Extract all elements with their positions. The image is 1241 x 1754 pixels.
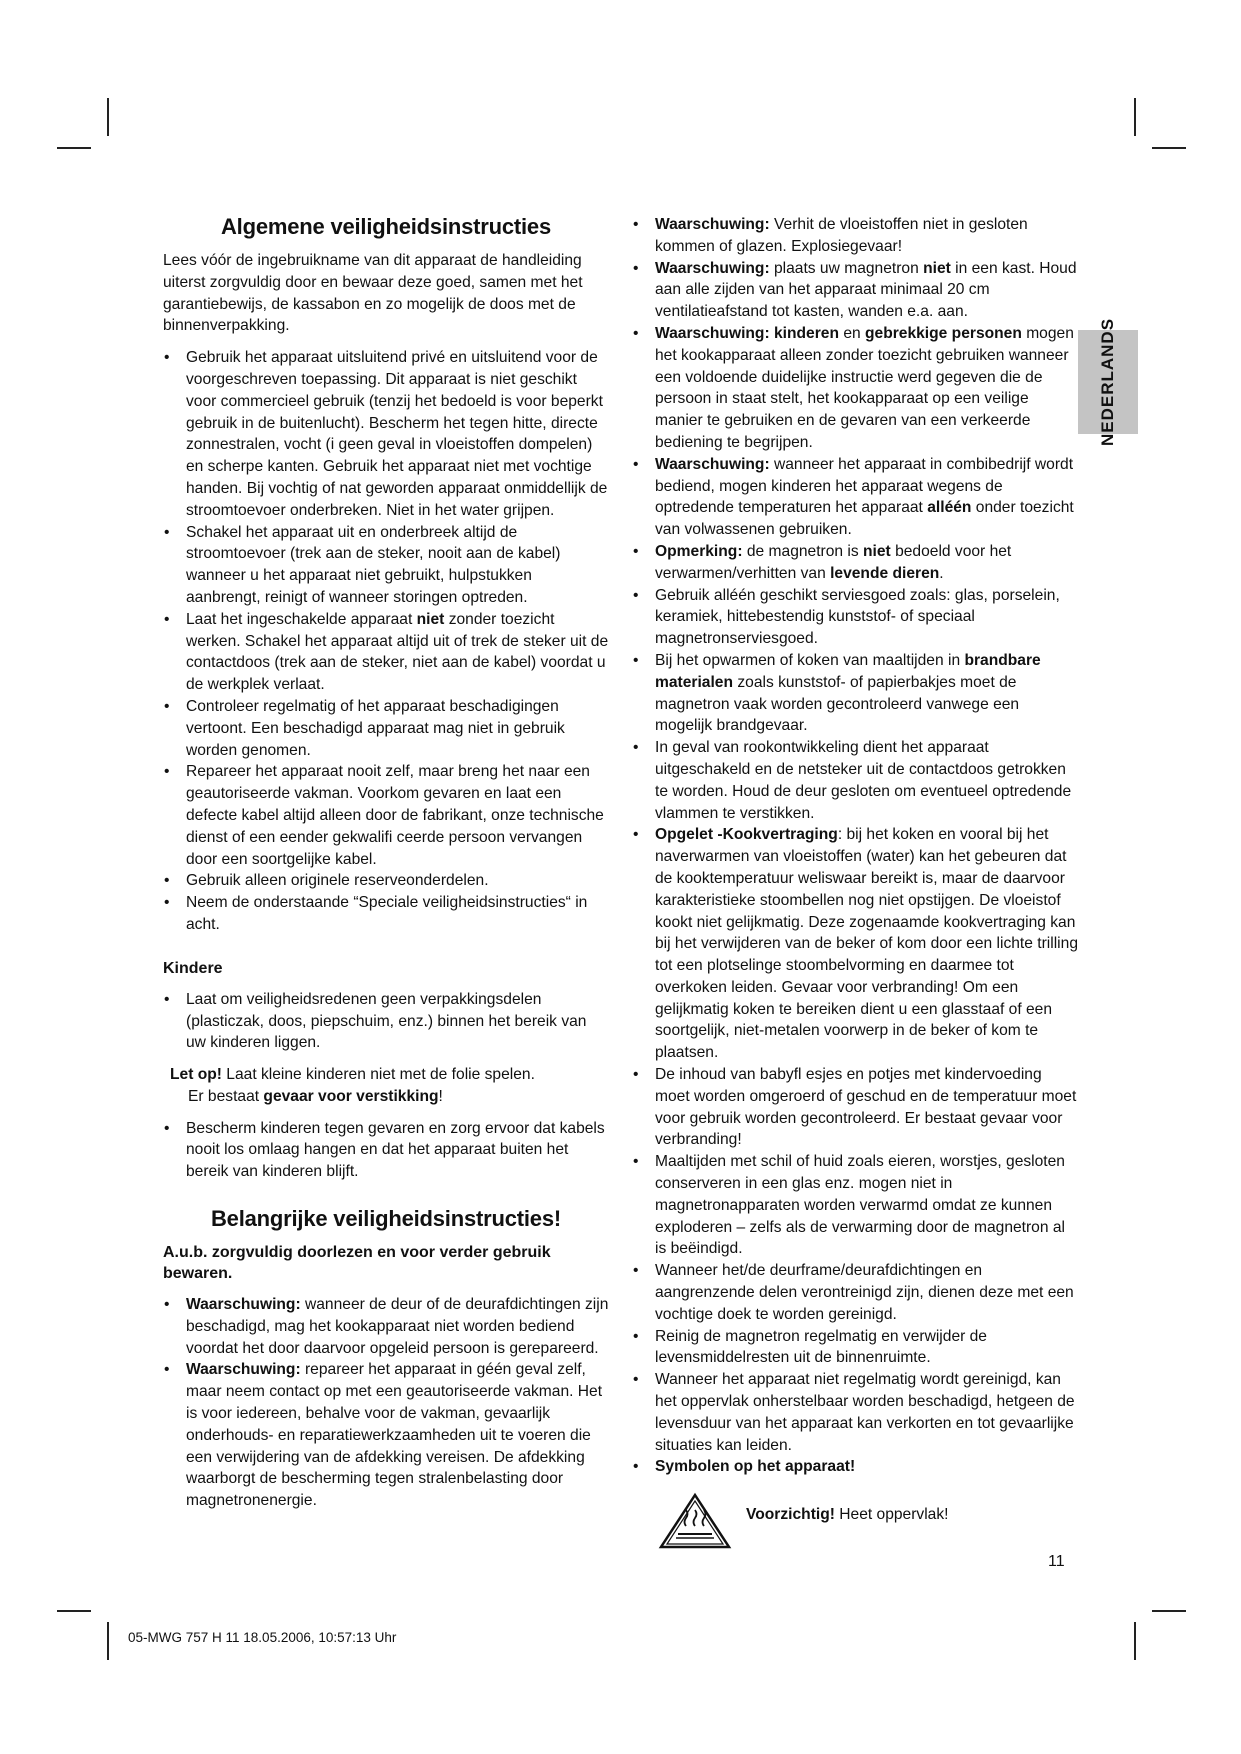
intro-paragraph: Lees vóór de ingebruikname van dit apparaat de handleiding uiterst zorgvuldig door en bewaar deze goed, samen met het garantiebewijs, de kassabon en zo mogelijk de doos met de binnenverpakking. bbox=[163, 252, 583, 335]
right-column bbox=[632, 214, 1078, 1550]
hot-surface-warning-icon bbox=[658, 1492, 732, 1550]
list-item: • Neem de onderstaande “Speciale veiligheidsinstructies“ in acht. bbox=[163, 892, 609, 936]
left-column bbox=[163, 205, 609, 1512]
list-item: • Wanneer het/de deurframe/deurafdichtingen en aangrenzende delen verontreinigd zijn, dienen deze met een vochtige doek te worden gereinigd. bbox=[632, 1260, 1078, 1325]
list-item: • Waarschuwing: wanneer de deur of de deurafdichtingen zijn beschadigd, mag het kookapparaat niet worden bediend voordat het door daarvoor opgeleid persoon is gerepareerd. bbox=[163, 1294, 609, 1359]
list-item: • Laat om veiligheidsredenen geen verpakkingsdelen (plasticzak, doos, piepschuim, enz.) binnen het bereik van uw kinderen liggen. bbox=[163, 989, 609, 1054]
important-safety-list bbox=[163, 1294, 609, 1512]
list-item: • Bij het opwarmen of koken van maaltijden in brandbare materialen zoals kunststof- of papierbakjes moet de magnetron vaak worden gecontroleerd vanwege een mogelijk brandgevaar. bbox=[632, 650, 1078, 737]
list-item: • Controleer regelmatig of het apparaat beschadigingen vertoont. Een beschadigd apparaat mag niet in gebruik worden genomen. bbox=[163, 696, 609, 761]
list-item: • Wanneer het apparaat niet regelmatig wordt gereinigd, kan het oppervlak onherstelbaar worden beschadigd, hetgeen de levensduur van het apparaat kan verkorten en tot gevaarlijke situaties kan leiden. bbox=[632, 1369, 1078, 1456]
crop-mark bbox=[1134, 1622, 1136, 1660]
crop-mark bbox=[1152, 1610, 1186, 1612]
list-item: • Gebruik het apparaat uitsluitend privé en uitsluitend voor de voorgeschreven toepassing. Dit apparaat is niet geschikt voor commercieel gebruik (tenzij het bedoeld is voor beperkt gebruik in de buitenlucht). Bescherm het tegen hitte, directe zonnestralen, vocht (i geen geval in vloeistoffen dompelen) en scherpe kanten. Gebruik het apparaat niet met vochtige handen. Bij vochtig of nat geworden apparaat onmiddellijk de stroomtoevoer onderbreken. Niet in het water grijpen. bbox=[163, 347, 609, 521]
general-safety-list bbox=[163, 347, 609, 936]
crop-mark bbox=[107, 1622, 109, 1660]
list-item: • Schakel het apparaat uit en onderbreek altijd de stroomtoevoer (trek aan de steker, nooit aan de kabel) wanneer u het apparaat niet gebruikt, hulpstukken aanbrengt, reinigt of wanneer storingen optreden. bbox=[163, 522, 609, 609]
list-item: • Laat het ingeschakelde apparaat niet zonder toezicht werken. Schakel het apparaat altijd uit of trek de steker uit de contactdoos (trek aan de steker, niet aan de kabel) voordat u de werkplek verlaat. bbox=[163, 609, 609, 696]
print-footer: 05-MWG 757 H 11 18.05.2006, 10:57:13 Uhr bbox=[128, 1630, 397, 1645]
language-tab bbox=[1078, 317, 1138, 447]
list-item: • Maaltijden met schil of huid zoals eieren, worstjes, gesloten conserveren in een glas enz. mogen niet in magnetronapparaten worden verwarmd omdat ze kunnen exploderen – zelfs als de verwarming door de magnetron al is beëindigd. bbox=[632, 1151, 1078, 1260]
crop-mark bbox=[1152, 147, 1186, 149]
list-item: • Waarschuwing: plaats uw magnetron niet in een kast. Houd aan alle zijden van het apparaat minimaal 20 cm ventilatieafstand tot kasten, wanden e.a. aan. bbox=[632, 258, 1078, 323]
list-item: • Opgelet -Kookvertraging: bij het koken en vooral bij het naverwarmen van vloeistoffen (water) kan het gebeuren dat de kooktemperatuur weliswaar bereikt is, maar de daarvoor karakteristieke stoombellen nog niet opstijgen. De vloeistof kookt niet gelijkmatig. Deze zogenaamde kookvertraging kan bij het verwijderen van de beker of kom door een lichte trilling tot een plotselinge stoombelvorming en daarmee tot overkoken leiden. Gevaar voor verbranding! Om een gelijkmatig koken te bereiken dient u een glasstaaf of een soortgelijk, niet-metalen voorwerp in de beker of kom te plaatsen. bbox=[632, 824, 1078, 1064]
list-item: • Repareer het apparaat nooit zelf, maar breng het naar een geautoriseerde vakman. Voorkom gevaren en laat een defecte kabel altijd alleen door de fabrikant, onze technische dienst of een eender gekwalifi ceerde persoon vervangen door een soortgelijke kabel. bbox=[163, 761, 609, 870]
list-item: • Waarschuwing: wanneer het apparaat in combibedrijf wordt bediend, mogen kinderen het apparaat wegens de optredende temperaturen het apparaat alléén onder toezicht van volwassenen gebruiken. bbox=[632, 454, 1078, 541]
language-tab-label: NEDERLANDS bbox=[1098, 317, 1117, 447]
crop-mark bbox=[57, 1610, 91, 1612]
list-item: • Opmerking: de magnetron is niet bedoeld voor het verwarmen/verhitten van levende dieren. bbox=[632, 541, 1078, 585]
section-title-general: Algemene veiligheidsinstructies bbox=[220, 214, 552, 239]
list-item: • Gebruik alléén geschikt serviesgoed zoals: glas, porselein, keramiek, hittebestendig kunststof- of speciaal magnetronserviesgoed. bbox=[632, 585, 1078, 650]
list-item: • Waarschuwing: Verhit de vloeistoffen niet in gesloten kommen of glazen. Explosiegevaar! bbox=[632, 214, 1078, 258]
symbol-row bbox=[658, 1492, 1078, 1550]
list-item: • Waarschuwing: kinderen en gebrekkige personen mogen het kookapparaat alleen zonder toezicht gebruiken wanneer een voldoende duidelijke instructie werd gegeven die de persoon in staat stelt, het kookapparaat op een veilige manier te gebruiken en de gevaren van een verkeerde bediening te begrijpen. bbox=[632, 323, 1078, 454]
crop-mark bbox=[57, 147, 91, 149]
children-list-2 bbox=[163, 1118, 609, 1183]
section-heading-kindere: Kindere bbox=[163, 959, 223, 977]
list-item: • Symbolen op het apparaat! bbox=[632, 1456, 1078, 1478]
warnings-list bbox=[632, 214, 1078, 1478]
section-title-important: Belangrijke veiligheidsinstructies! bbox=[210, 1206, 561, 1232]
children-list bbox=[163, 989, 609, 1054]
list-item: • In geval van rookontwikkeling dient het apparaat uitgeschakeld en de netsteker uit de contactdoos getrokken te worden. Houd de deur gesloten om eventueel optredende vlammen te verstikken. bbox=[632, 737, 1078, 824]
list-item: • Waarschuwing: repareer het apparaat in géén geval zelf, maar neem contact op met een geautoriseerde vakman. Het is voor iedereen, behalve voor de vakman, gevaarlijk onderhouds- en reparatiewerkzaamheden uit te voeren die een verwijdering van de afdekking vereisen. De afdekking waarborgt de bescherming tegen stralenbelasting door magnetronenergie. bbox=[163, 1359, 609, 1512]
crop-mark bbox=[107, 98, 109, 136]
symbol-caption: Voorzichtig! Heet oppervlak! bbox=[746, 1506, 949, 1524]
list-item: • Gebruik alleen originele reserveonderdelen. bbox=[163, 870, 609, 892]
list-item: • Reinig de magnetron regelmatig en verwijder de levensmiddelresten uit de binnenruimte. bbox=[632, 1326, 1078, 1370]
list-item: • Bescherm kinderen tegen gevaren en zorg ervoor dat kabels nooit los omlaag hangen en dat het apparaat buiten het bereik van kinderen blijft. bbox=[163, 1118, 609, 1183]
let-op-note: Let op! Laat kleine kinderen niet met de folie spelen. Er bestaat gevaar voor verstikking! bbox=[170, 1066, 535, 1105]
list-item: • De inhoud van babyfl esjes en potjes met kindervoeding moet worden omgeroerd of geschud en de temperatuur moet voor gebruik worden gecontroleerd. Er bestaat gevaar voor verbranding! bbox=[632, 1064, 1078, 1151]
section-subtitle-important: A.u.b. zorgvuldig doorlezen en voor verder gebruik bewaren. bbox=[163, 1244, 551, 1283]
page-number: 11 bbox=[1048, 1553, 1065, 1570]
crop-mark bbox=[1134, 98, 1136, 136]
